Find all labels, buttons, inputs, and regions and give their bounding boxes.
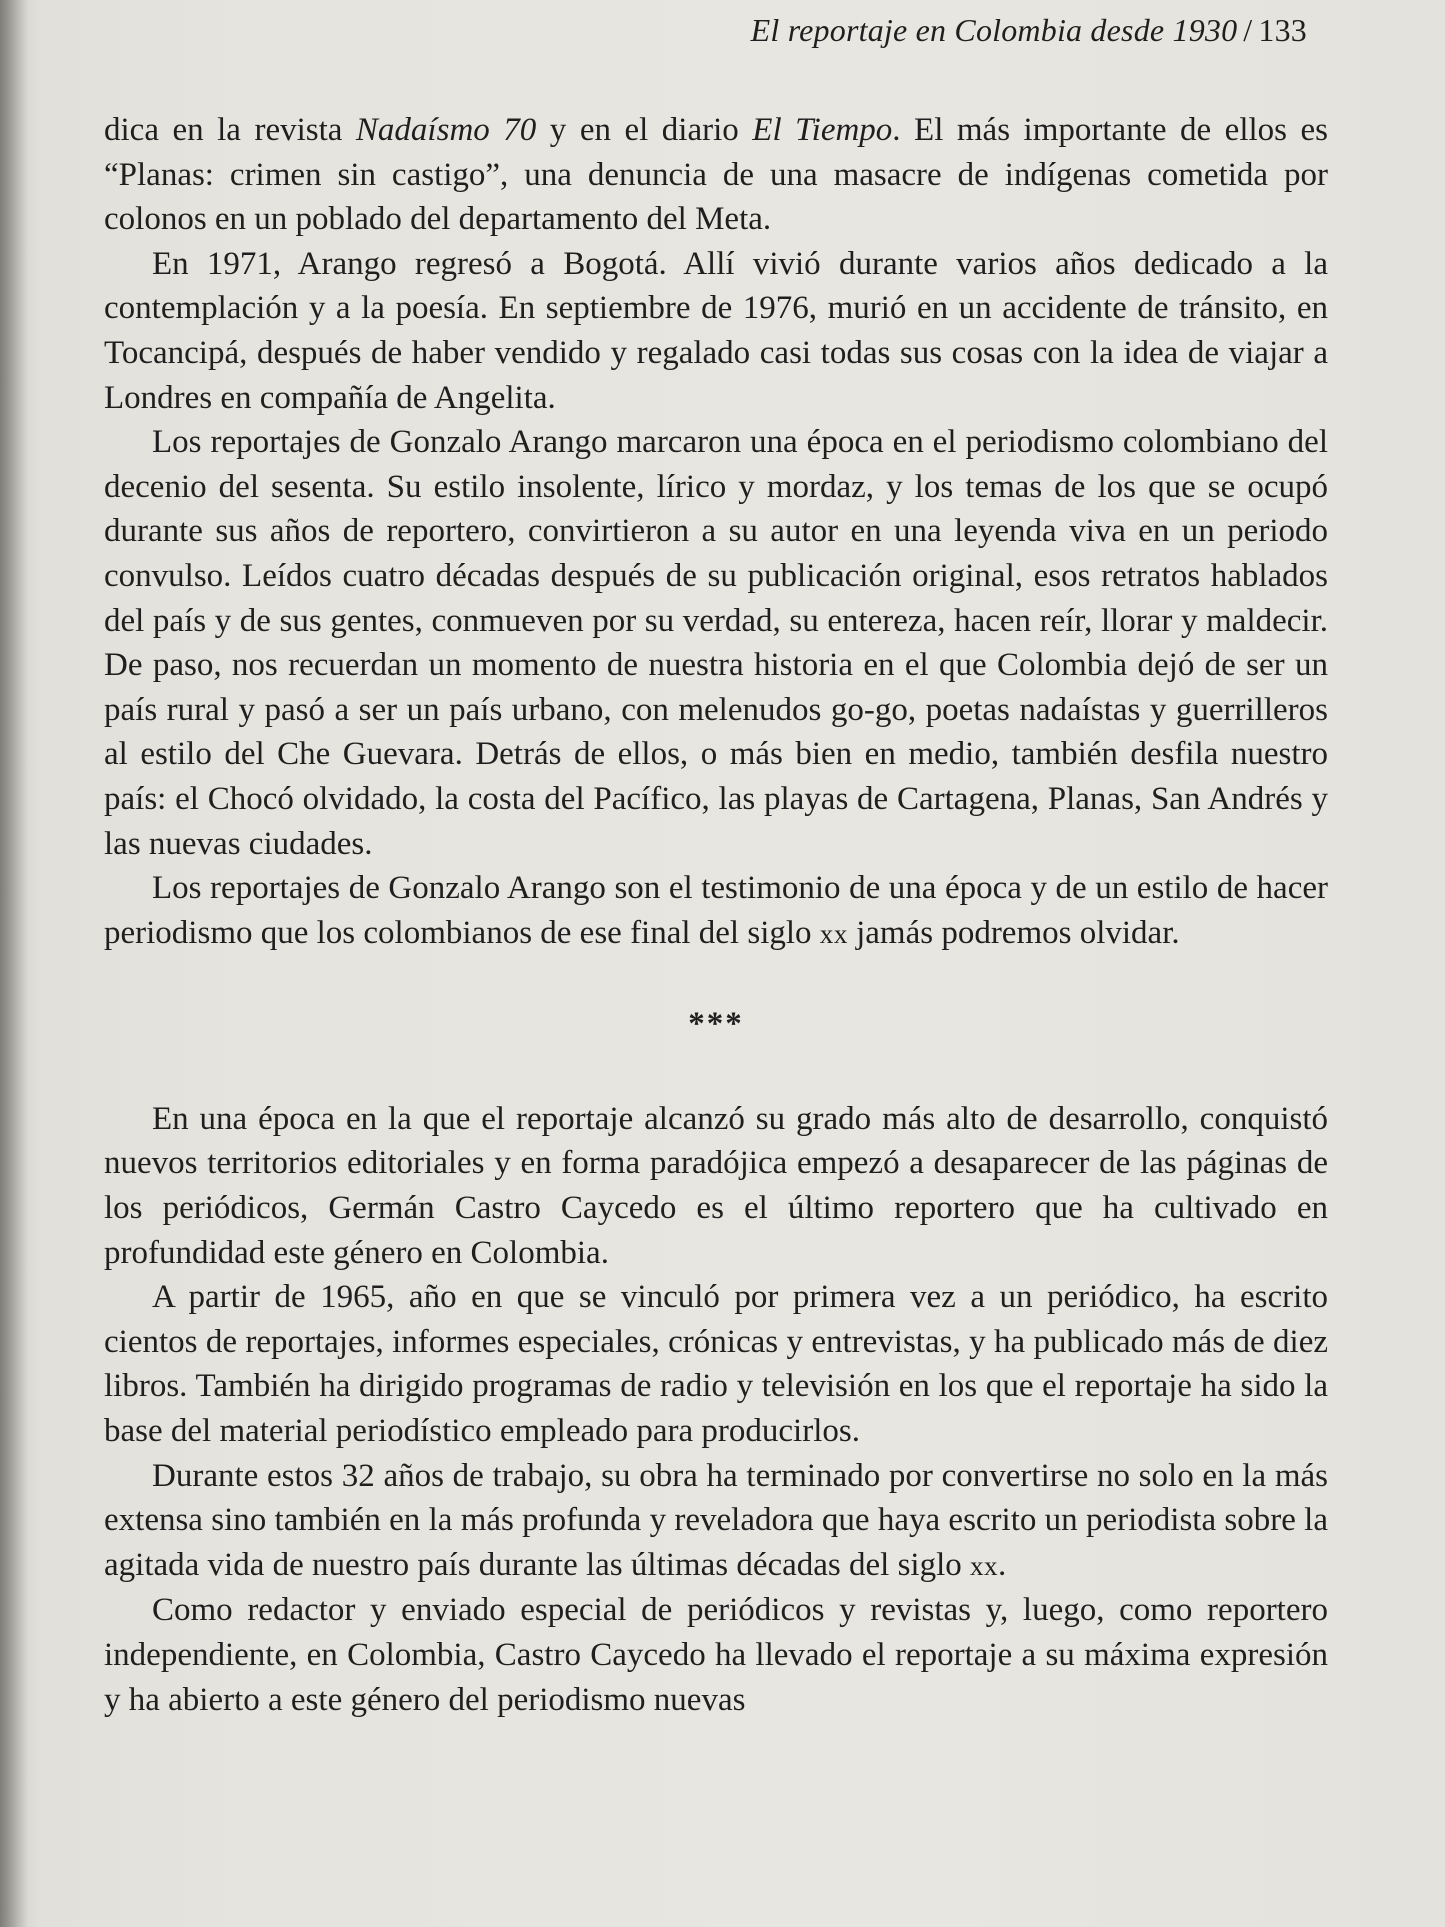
page-number: 133 [1258, 12, 1307, 48]
newspaper-title: El Tiempo [752, 112, 893, 148]
page-gutter-shadow [0, 0, 28, 1927]
paragraph-2: En 1971, Arango regresó a Bogotá. Allí vivió durante varios años dedicado a la contemplación y a la poesía. En septiembre de 1976, murió en un accidente de tránsito, en Tocancipá, después de haber vendido y regalado casi todas sus cosas con la idea de viajar a Londres en compañía de Angelita. [104, 245, 1328, 416]
text-run: y en el diario [536, 112, 753, 148]
century-numeral: xx [970, 1550, 999, 1581]
paragraph-5: En una época en la que el reportaje alcanzó su grado más alto de desarrollo, conquistó nuevos territorios editoriales y en forma paradójica empezó a desaparecer de las páginas de los periódicos, Germán Castro Caycedo es el último reportero que ha cultivado en profundidad este género en Colombia. [104, 1100, 1328, 1271]
text-run: jamás podremos olvidar. [847, 914, 1180, 951]
running-header [751, 12, 1307, 49]
century-numeral: xx [819, 918, 848, 949]
text-run: . El más importante de ellos es “Planas: crimen sin castigo”, una denuncia de una masacre de indígenas cometida por colonos en un poblado del departamento del Meta. [104, 112, 1328, 238]
paragraph-4 [104, 866, 1328, 956]
paragraph-6: A partir de 1965, año en que se vinculó por primera vez a un periódico, ha escrito cientos de reportajes, informes especiales, crónicas y entrevistas, y ha publicado más de diez libros. También ha dirigido programas de radio y televisión en los que el reportaje ha sido la base del material periodístico empleado para producirlos. [104, 1279, 1328, 1450]
paragraph-1 [104, 108, 1328, 242]
running-title: El reportaje en Colombia desde 1930 [750, 12, 1238, 48]
text-run: Durante estos 32 años de trabajo, su obra ha terminado por convertirse no solo en la más extensa sino también en la más profunda y reveladora que haya escrito un periodista sobre la agitada vida de nuestro país durante las últimas décadas del siglo [104, 1457, 1328, 1583]
paragraph-8: Como redactor y enviado especial de periódicos y revistas y, luego, como reportero independiente, en Colombia, Castro Caycedo ha llevado el reportaje a su máxima expresión y ha abierto a este género del periodismo nuevas [104, 1592, 1328, 1718]
section-break: *** [688, 1006, 744, 1043]
text-run: . [998, 1546, 1007, 1583]
header-separator: / [1243, 12, 1253, 48]
text-run: Los reportajes de Gonzalo Arango son el testimonio de una época y de un estilo de hacer periodismo que los colombianos de ese final del siglo [104, 870, 1328, 951]
body-text [104, 108, 1328, 1722]
magazine-title: Nadaísmo 70 [355, 112, 537, 148]
text-run: dica en la revista [104, 112, 356, 148]
paragraph-7 [104, 1454, 1328, 1589]
paragraph-3: Los reportajes de Gonzalo Arango marcaron una época en el periodismo colombiano del decenio del sesenta. Su estilo insolente, lírico y mordaz, y los temas de los que se ocupó durante sus años de reportero, convirtieron a su autor en una leyenda viva en un periodo convulso. Leídos cuatro décadas después de su publicación original, esos retratos hablados del país y de sus gentes, conmueven por su verdad, su entereza, hacen reír, llorar y maldecir. De paso, nos recuerdan un momento de nuestra historia en el que Colombia dejó de ser un país rural y pasó a ser un país urbano, con melenudos go-go, poetas nadaístas y guerrilleros al estilo del Che Guevara. Detrás de ellos, o más bien en medio, también desfila nuestro país: el Chocó olvidado, la costa del Pacífico, las playas de Cartagena, Planas, San Andrés y las nuevas ciudades. [104, 424, 1328, 862]
